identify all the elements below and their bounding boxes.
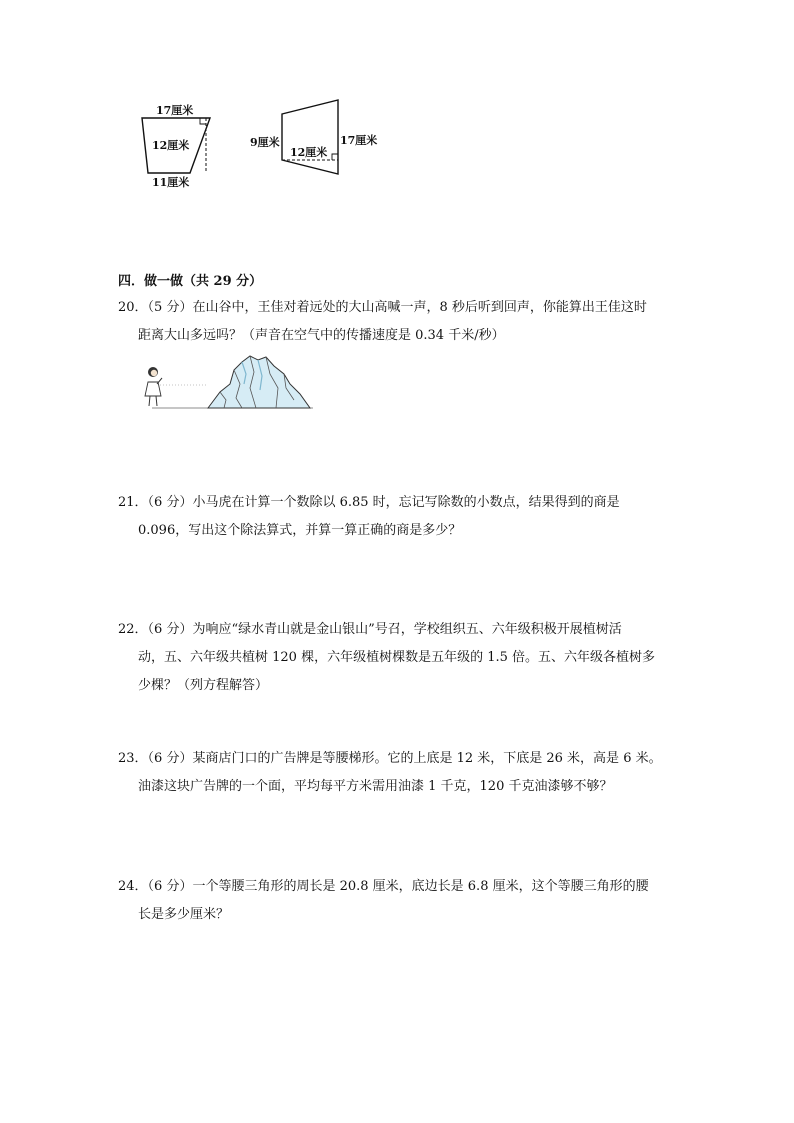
section-title: 四．做一做（共 29 分） <box>118 274 263 289</box>
question-21-line2: 0.096，写出这个除法算式，并算一算正确的商是多少？ <box>138 523 462 538</box>
question-24-line2: 长是多少厘米？ <box>138 907 230 922</box>
question-24 <box>118 873 678 929</box>
question-22-line1: 22．（6 分）为响应“绿水青山就是金山银山”号召，学校组织五、六年级积极开展植树活 <box>118 622 622 637</box>
question-22-line2: 动，五、六年级共植树 120 棵，六年级植树棵数是五年级的 1.5 倍。五、六年级各植树多 <box>138 650 656 665</box>
girl-and-mountain-illustration <box>138 354 313 412</box>
question-23 <box>118 745 678 801</box>
question-23-line2: 油漆这块广告牌的一个面，平均每平方米需用油漆 1 千克，120 千克油漆够不够？ <box>138 779 613 794</box>
trapezoid-figure-a <box>140 98 230 190</box>
girl-icon <box>145 367 162 406</box>
question-22 <box>118 616 678 700</box>
question-23-line1: 23．（6 分）某商店门口的广告牌是等腰梯形。它的上底是 12 米，下底是 26 米，高是 6 米。 <box>118 751 662 766</box>
trapezoid-b-left-label: 9厘米 <box>250 136 280 149</box>
question-20 <box>118 294 678 350</box>
trapezoid-a-top-label: 17厘米 <box>156 104 194 117</box>
trapezoid-b-height-label: 12厘米 <box>290 146 328 159</box>
girl-mountain-picture <box>138 354 313 412</box>
mountain-icon <box>208 356 310 408</box>
trapezoid-b-right-label: 17厘米 <box>340 134 378 147</box>
question-20-line1: 20．（5 分）在山谷中，王佳对着远处的大山高喊一声，8 秒后听到回声，你能算出王佳这时 <box>118 300 647 315</box>
question-21 <box>118 489 678 545</box>
question-22-line3: 少棵？（列方程解答） <box>138 678 269 693</box>
trapezoid-figure-b <box>246 96 386 182</box>
trapezoid-a-height-label: 12厘米 <box>152 139 190 152</box>
question-24-line1: 24．（6 分）一个等腰三角形的周长是 20.8 厘米，底边长是 6.8 厘米，这个等腰三角形的腰 <box>118 879 649 894</box>
trapezoid-a-bottom-label: 11厘米 <box>152 176 190 189</box>
question-20-line2: 距离大山多远吗？（声音在空气中的传播速度是 0.34 千米/秒） <box>138 328 505 343</box>
question-21-line1: 21．（6 分）小马虎在计算一个数除以 6.85 时，忘记写除数的小数点，结果得到的商是 <box>118 495 620 510</box>
